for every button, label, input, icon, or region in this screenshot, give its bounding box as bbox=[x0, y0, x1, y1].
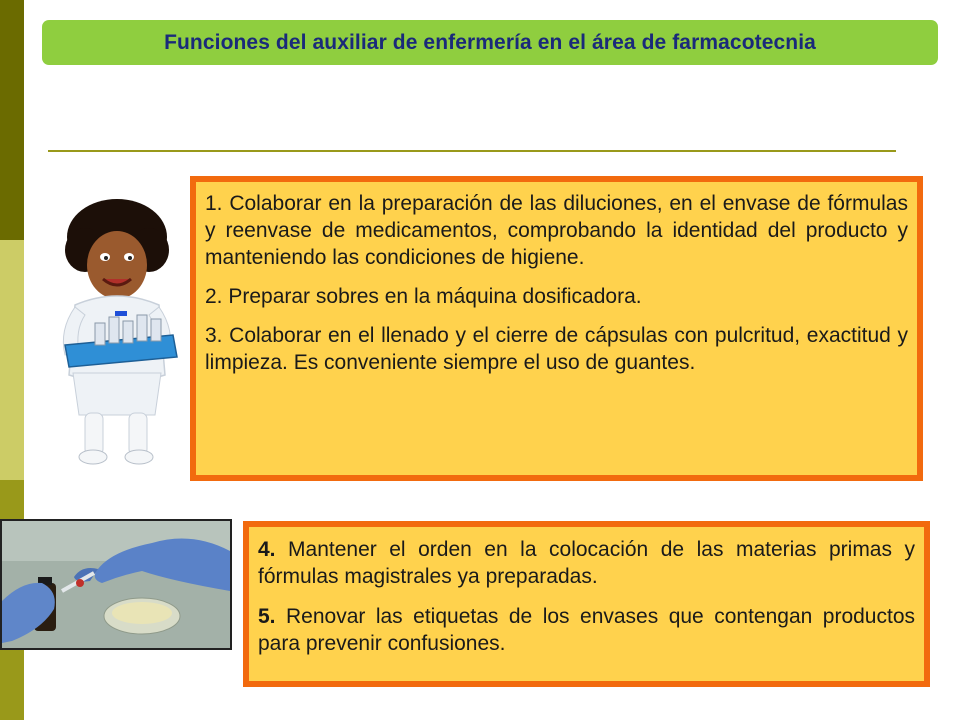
item-5-number: 5. bbox=[258, 605, 276, 628]
sidebar-segment-dark bbox=[0, 0, 24, 240]
function-item-2: 2. Preparar sobres en la máquina dosificadora. bbox=[205, 285, 642, 308]
function-item-1: 1. Colaborar en la preparación de las diluciones, en el envase de fórmulas y reenvase de medicamentos, comprobando la identidad del producto y manteniendo las condiciones de higiene. bbox=[205, 192, 908, 269]
item-4-text: Mantener el orden en la colocación de las materias primas y fórmulas magistrales ya preparadas. bbox=[258, 538, 915, 588]
function-item-3: 3. Colaborar en el llenado y el cierre de cápsulas con pulcritud, exactitud y limpieza. Es conveniente siempre el uso de guantes. bbox=[205, 324, 908, 374]
function-item-5 bbox=[258, 603, 915, 657]
sidebar-segment-light bbox=[0, 240, 24, 480]
title-bar bbox=[42, 20, 938, 65]
functions-box-2 bbox=[243, 521, 930, 687]
function-item-4 bbox=[258, 536, 915, 590]
item-4-number: 4. bbox=[258, 538, 276, 561]
item-5-text: Renovar las etiquetas de los envases que contengan productos para prevenir confusiones. bbox=[258, 605, 915, 655]
divider-line bbox=[48, 150, 896, 152]
nurse-illustration bbox=[45, 195, 190, 470]
functions-box-1 bbox=[190, 176, 923, 481]
gloved-hands-photo bbox=[0, 519, 232, 650]
page-title: Funciones del auxiliar de enfermería en el área de farmacotecnia bbox=[164, 30, 816, 54]
gloved-hands-photo-art bbox=[2, 521, 230, 648]
